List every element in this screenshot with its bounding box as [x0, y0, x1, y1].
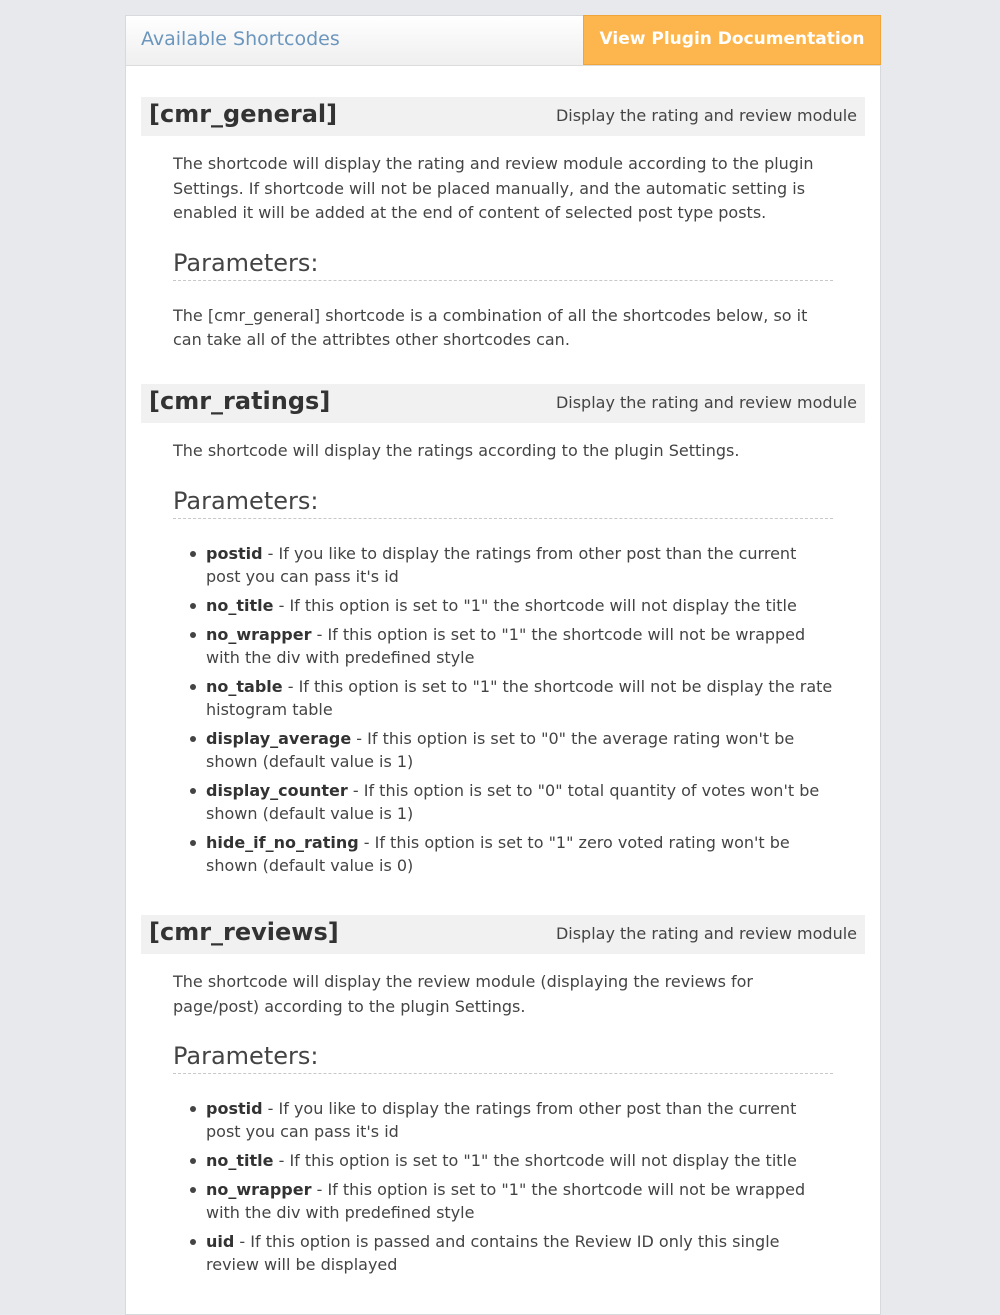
param-key: display_average — [206, 728, 352, 748]
section-header — [141, 915, 865, 954]
parameters-heading: Parameters: — [173, 248, 833, 281]
param-text: - If this option is set to "1" zero voted rating won't be shown (default value is 0) — [206, 832, 790, 875]
shortcode-description: Display the rating and review module — [555, 393, 857, 412]
shortcode-description: Display the rating and review module — [555, 924, 857, 943]
list-item — [206, 727, 833, 773]
section-cmr-reviews — [141, 915, 865, 1282]
param-text: - If this option is set to "0" the average rating won't be shown (default value is 1) — [206, 728, 795, 771]
parameters-heading: Parameters: — [173, 1041, 833, 1074]
list-item — [206, 542, 833, 588]
param-text: - If this option is set to "1" the shortcode will not be wrapped with the div with predefined style — [206, 624, 806, 667]
parameters-list — [173, 542, 833, 877]
param-key: no_wrapper — [206, 1180, 312, 1199]
param-key: no_table — [206, 676, 283, 696]
list-item — [206, 675, 833, 721]
list-item — [206, 594, 833, 617]
panel-header — [126, 16, 880, 96]
section-header — [141, 384, 865, 423]
list-item — [206, 1097, 833, 1143]
shortcode-name: [cmr_ratings] — [149, 387, 331, 415]
param-text: - If this option is passed and contains the Review ID only this single review will be displayed — [206, 1232, 780, 1274]
shortcode-name: [cmr_reviews] — [149, 918, 339, 946]
param-key: postid — [206, 1099, 263, 1118]
list-item — [206, 1149, 833, 1172]
shortcode-description: Display the rating and review module — [555, 106, 857, 125]
param-key: no_title — [206, 595, 274, 615]
parameters-text: The [cmr_general] shortcode is a combination of all the shortcodes below, so it can take all of the attribtes other shortcodes can. — [173, 305, 808, 349]
param-text: - If you like to display the ratings from other post than the current post you can pass it's id — [206, 1099, 797, 1141]
parameters-list — [173, 1097, 833, 1276]
panel-title: Available Shortcodes — [141, 28, 340, 50]
param-key: postid — [206, 543, 263, 563]
param-key: display_counter — [206, 780, 348, 800]
param-text: - If this option is set to "1" the shortcode will not display the title — [273, 1151, 797, 1170]
section-cmr-general — [141, 97, 865, 353]
section-cmr-ratings — [141, 384, 865, 883]
list-item — [206, 1230, 833, 1276]
param-text: - If this option is set to "0" total quantity of votes won't be shown (default value is 1) — [206, 780, 820, 823]
param-text: - If this option is set to "1" the shortcode will not be display the rate histogram table — [206, 676, 833, 719]
section-intro: The shortcode will display the rating and review module according to the plugin Settings. If shortcode will not be placed manually, and the automatic setting is enabled it will be added at the end of content of selected post type posts. — [173, 154, 814, 222]
list-item — [206, 779, 833, 825]
section-header — [141, 97, 865, 136]
list-item — [206, 623, 833, 669]
section-body — [173, 439, 833, 877]
param-text: - If this option is set to "1" the shortcode will not display the title — [273, 595, 797, 615]
section-intro: The shortcode will display the ratings according to the plugin Settings. — [173, 441, 740, 460]
param-key: hide_if_no_rating — [206, 832, 359, 852]
section-body — [173, 970, 833, 1276]
shortcode-name: [cmr_general] — [149, 100, 338, 128]
section-body — [173, 152, 833, 353]
param-key: no_wrapper — [206, 624, 312, 644]
parameters-heading: Parameters: — [173, 486, 833, 519]
param-text: - If this option is set to "1" the shortcode will not be wrapped with the div with predefined style — [206, 1180, 806, 1222]
shortcodes-panel — [125, 15, 881, 1315]
param-text: - If you like to display the ratings from other post than the current post you can pass it's id — [206, 543, 797, 586]
list-item — [206, 1178, 833, 1224]
param-key: uid — [206, 1232, 235, 1251]
view-documentation-button[interactable]: View Plugin Documentation >> — [583, 15, 881, 65]
param-key: no_title — [206, 1151, 274, 1170]
list-item — [206, 831, 833, 877]
section-intro: The shortcode will display the review module (displaying the reviews for page/post) according to the plugin Settings. — [173, 972, 753, 1016]
